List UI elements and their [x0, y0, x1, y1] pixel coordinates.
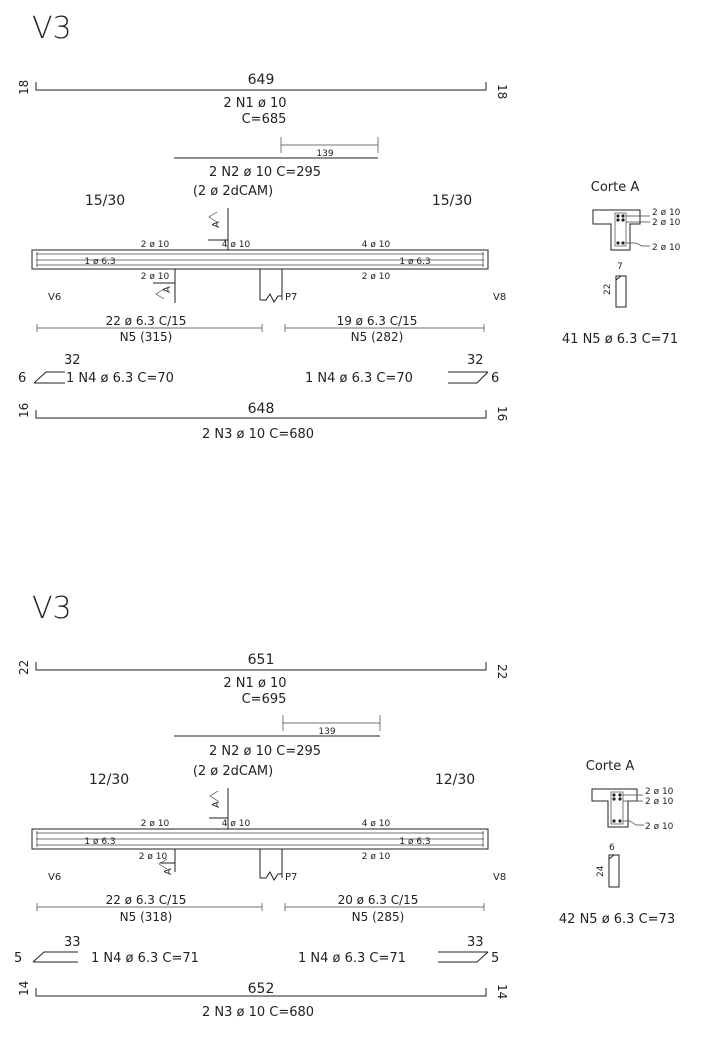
bottom-bar-right-hook: 14 — [495, 984, 509, 1000]
extra-bar-spec: 2 N2 ø 10 C=295 — [208, 165, 322, 180]
n4-left-shape — [33, 952, 78, 962]
corte-bottom: 2 ø 10 — [652, 243, 681, 253]
n4-left-shape — [34, 372, 65, 383]
stirrup-distribution — [37, 314, 484, 344]
bottom-bar-left-hook: 14 — [17, 980, 31, 996]
top-bar-n1 — [17, 72, 509, 127]
corte-a-section — [559, 759, 675, 927]
support-mid: P7 — [285, 292, 298, 303]
n4-right-shape — [448, 372, 488, 383]
label-top-mid: 4 ø 10 — [221, 819, 251, 829]
top-bar-right-hook: 22 — [495, 664, 509, 680]
extra-bar-note: (2 ø 2dCAM) — [192, 184, 274, 199]
label-top-right: 4 ø 10 — [361, 240, 391, 250]
n4-left-hook: 5 — [14, 951, 23, 966]
stirrup-left-spec: 22 ø 6.3 C/15 — [105, 893, 187, 907]
corte-stirrup-spec: 42 N5 ø 6.3 C=73 — [558, 912, 676, 927]
top-bar-length: 651 — [247, 652, 275, 668]
support-right: V8 — [493, 872, 507, 883]
section-right-label: 15/30 — [431, 193, 473, 209]
bottom-bar-length: 648 — [247, 401, 275, 417]
beam-title: V3 — [32, 591, 72, 626]
corte-stirrup-h: 22 — [603, 283, 613, 295]
cut-mark-top: A — [211, 221, 222, 228]
top-bar-spec: 2 N1 ø 10 — [223, 676, 287, 691]
n4-right-spec: 1 N4 ø 6.3 C=70 — [305, 371, 413, 386]
bottom-bar-spec: 2 N3 ø 10 C=680 — [201, 1005, 315, 1020]
n4-left — [18, 353, 174, 386]
n4-left-spec: 1 N4 ø 6.3 C=71 — [91, 951, 199, 966]
corte-stirrup-w: 6 — [609, 843, 615, 853]
corte-a-section — [562, 180, 681, 347]
top-bar-length: 649 — [247, 72, 275, 88]
n4-right-dim: 33 — [467, 935, 484, 950]
bottom-bar-left-hook: 16 — [17, 402, 31, 418]
stirrup-right-spec: 20 ø 6.3 C/15 — [337, 893, 419, 907]
n4-left-spec: 1 N4 ø 6.3 C=70 — [66, 371, 174, 386]
top-bar-left-hook: 18 — [17, 79, 31, 95]
corte-title: Corte A — [590, 180, 640, 195]
corte-top1: 2 ø 10 — [652, 208, 681, 218]
n4-left-hook: 6 — [18, 371, 27, 386]
label-bot-right: 2 ø 10 — [361, 272, 391, 282]
beam-title: V3 — [32, 11, 72, 46]
top-bar-spec: 2 N1 ø 10 — [223, 96, 287, 111]
column-p7 — [260, 849, 282, 880]
n4-right — [298, 935, 499, 966]
n4-right-shape — [438, 952, 488, 962]
bottom-bar-n3 — [17, 981, 509, 1020]
top-bar-n1 — [17, 652, 509, 707]
stirrup-right-name: N5 (285) — [351, 910, 405, 924]
extra-bar-dim: 139 — [318, 727, 336, 737]
n4-right-hook: 5 — [491, 951, 500, 966]
label-top-left: 2 ø 10 — [140, 240, 170, 250]
label-side-right: 1 ø 6.3 — [399, 257, 431, 267]
corte-stirrup — [611, 792, 623, 824]
label-side-right: 1 ø 6.3 — [399, 837, 431, 847]
beam-elevation — [32, 208, 506, 303]
cut-mark-bottom: A — [163, 868, 174, 875]
corte-stirrup-h: 24 — [596, 865, 606, 877]
cut-mark-bottom: A — [162, 286, 173, 293]
extra-bar-note: (2 ø 2dCAM) — [192, 764, 274, 779]
corte-stirrup-w: 7 — [617, 262, 623, 272]
n4-left — [14, 935, 199, 966]
label-bot-right: 2 ø 10 — [361, 852, 391, 862]
bottom-bar-spec: 2 N3 ø 10 C=680 — [201, 427, 315, 442]
label-side-left: 1 ø 6.3 — [84, 257, 116, 267]
label-top-left: 2 ø 10 — [140, 819, 170, 829]
column-p7 — [260, 269, 282, 302]
support-mid: P7 — [285, 872, 298, 883]
stirrup-left-name: N5 (315) — [119, 330, 173, 344]
label-top-mid: 4 ø 10 — [221, 240, 251, 250]
corte-title: Corte A — [585, 759, 635, 774]
top-bar-cut: C=685 — [241, 112, 287, 127]
beam-detail-2 — [14, 591, 675, 1020]
corte-top2: 2 ø 10 — [652, 218, 681, 228]
beam-elevation — [32, 788, 506, 883]
label-side-left: 1 ø 6.3 — [84, 837, 116, 847]
bottom-bar-length: 652 — [247, 981, 275, 997]
section-left-label: 12/30 — [88, 772, 130, 788]
extra-bar-n2 — [174, 137, 378, 199]
section-right-label: 12/30 — [434, 772, 476, 788]
n4-left-dim: 32 — [64, 353, 81, 368]
support-left: V6 — [48, 872, 62, 883]
corte-top1: 2 ø 10 — [645, 787, 674, 797]
stirrup-left-spec: 22 ø 6.3 C/15 — [105, 314, 187, 328]
extra-bar-dim: 139 — [316, 149, 334, 159]
stirrup-right-spec: 19 ø 6.3 C/15 — [336, 314, 418, 328]
extra-bar-spec: 2 N2 ø 10 C=295 — [208, 744, 322, 759]
stirrup-distribution — [37, 893, 484, 924]
n4-right — [305, 353, 499, 386]
corte-stirrup — [615, 213, 626, 246]
bottom-bar-right-hook: 16 — [495, 406, 509, 422]
n4-right-dim: 32 — [467, 353, 484, 368]
corte-bottom: 2 ø 10 — [645, 822, 674, 832]
stirrup-left-name: N5 (318) — [119, 910, 173, 924]
corte-top2: 2 ø 10 — [645, 797, 674, 807]
stirrup-right-name: N5 (282) — [350, 330, 404, 344]
beam-detail-1 — [17, 11, 681, 442]
extra-bar-n2 — [174, 715, 380, 779]
n4-left-dim: 33 — [64, 935, 81, 950]
corte-stirrup-shape — [609, 855, 619, 887]
top-bar-left-hook: 22 — [17, 659, 31, 675]
corte-stirrup-spec: 41 N5 ø 6.3 C=71 — [561, 332, 679, 347]
support-right: V8 — [493, 292, 507, 303]
corte-stirrup-shape — [616, 276, 626, 307]
top-bar-right-hook: 18 — [495, 84, 509, 100]
n4-right-hook: 6 — [491, 371, 500, 386]
label-bot-left: 2 ø 10 — [140, 272, 170, 282]
section-left-label: 15/30 — [84, 193, 126, 209]
support-left: V6 — [48, 292, 62, 303]
n4-right-spec: 1 N4 ø 6.3 C=71 — [298, 951, 406, 966]
top-bar-cut: C=695 — [241, 692, 287, 707]
label-top-right: 4 ø 10 — [361, 819, 391, 829]
cut-mark-top: A — [211, 801, 222, 808]
bottom-bar-n3 — [17, 401, 509, 442]
label-bot-left: 2 ø 10 — [138, 852, 168, 862]
